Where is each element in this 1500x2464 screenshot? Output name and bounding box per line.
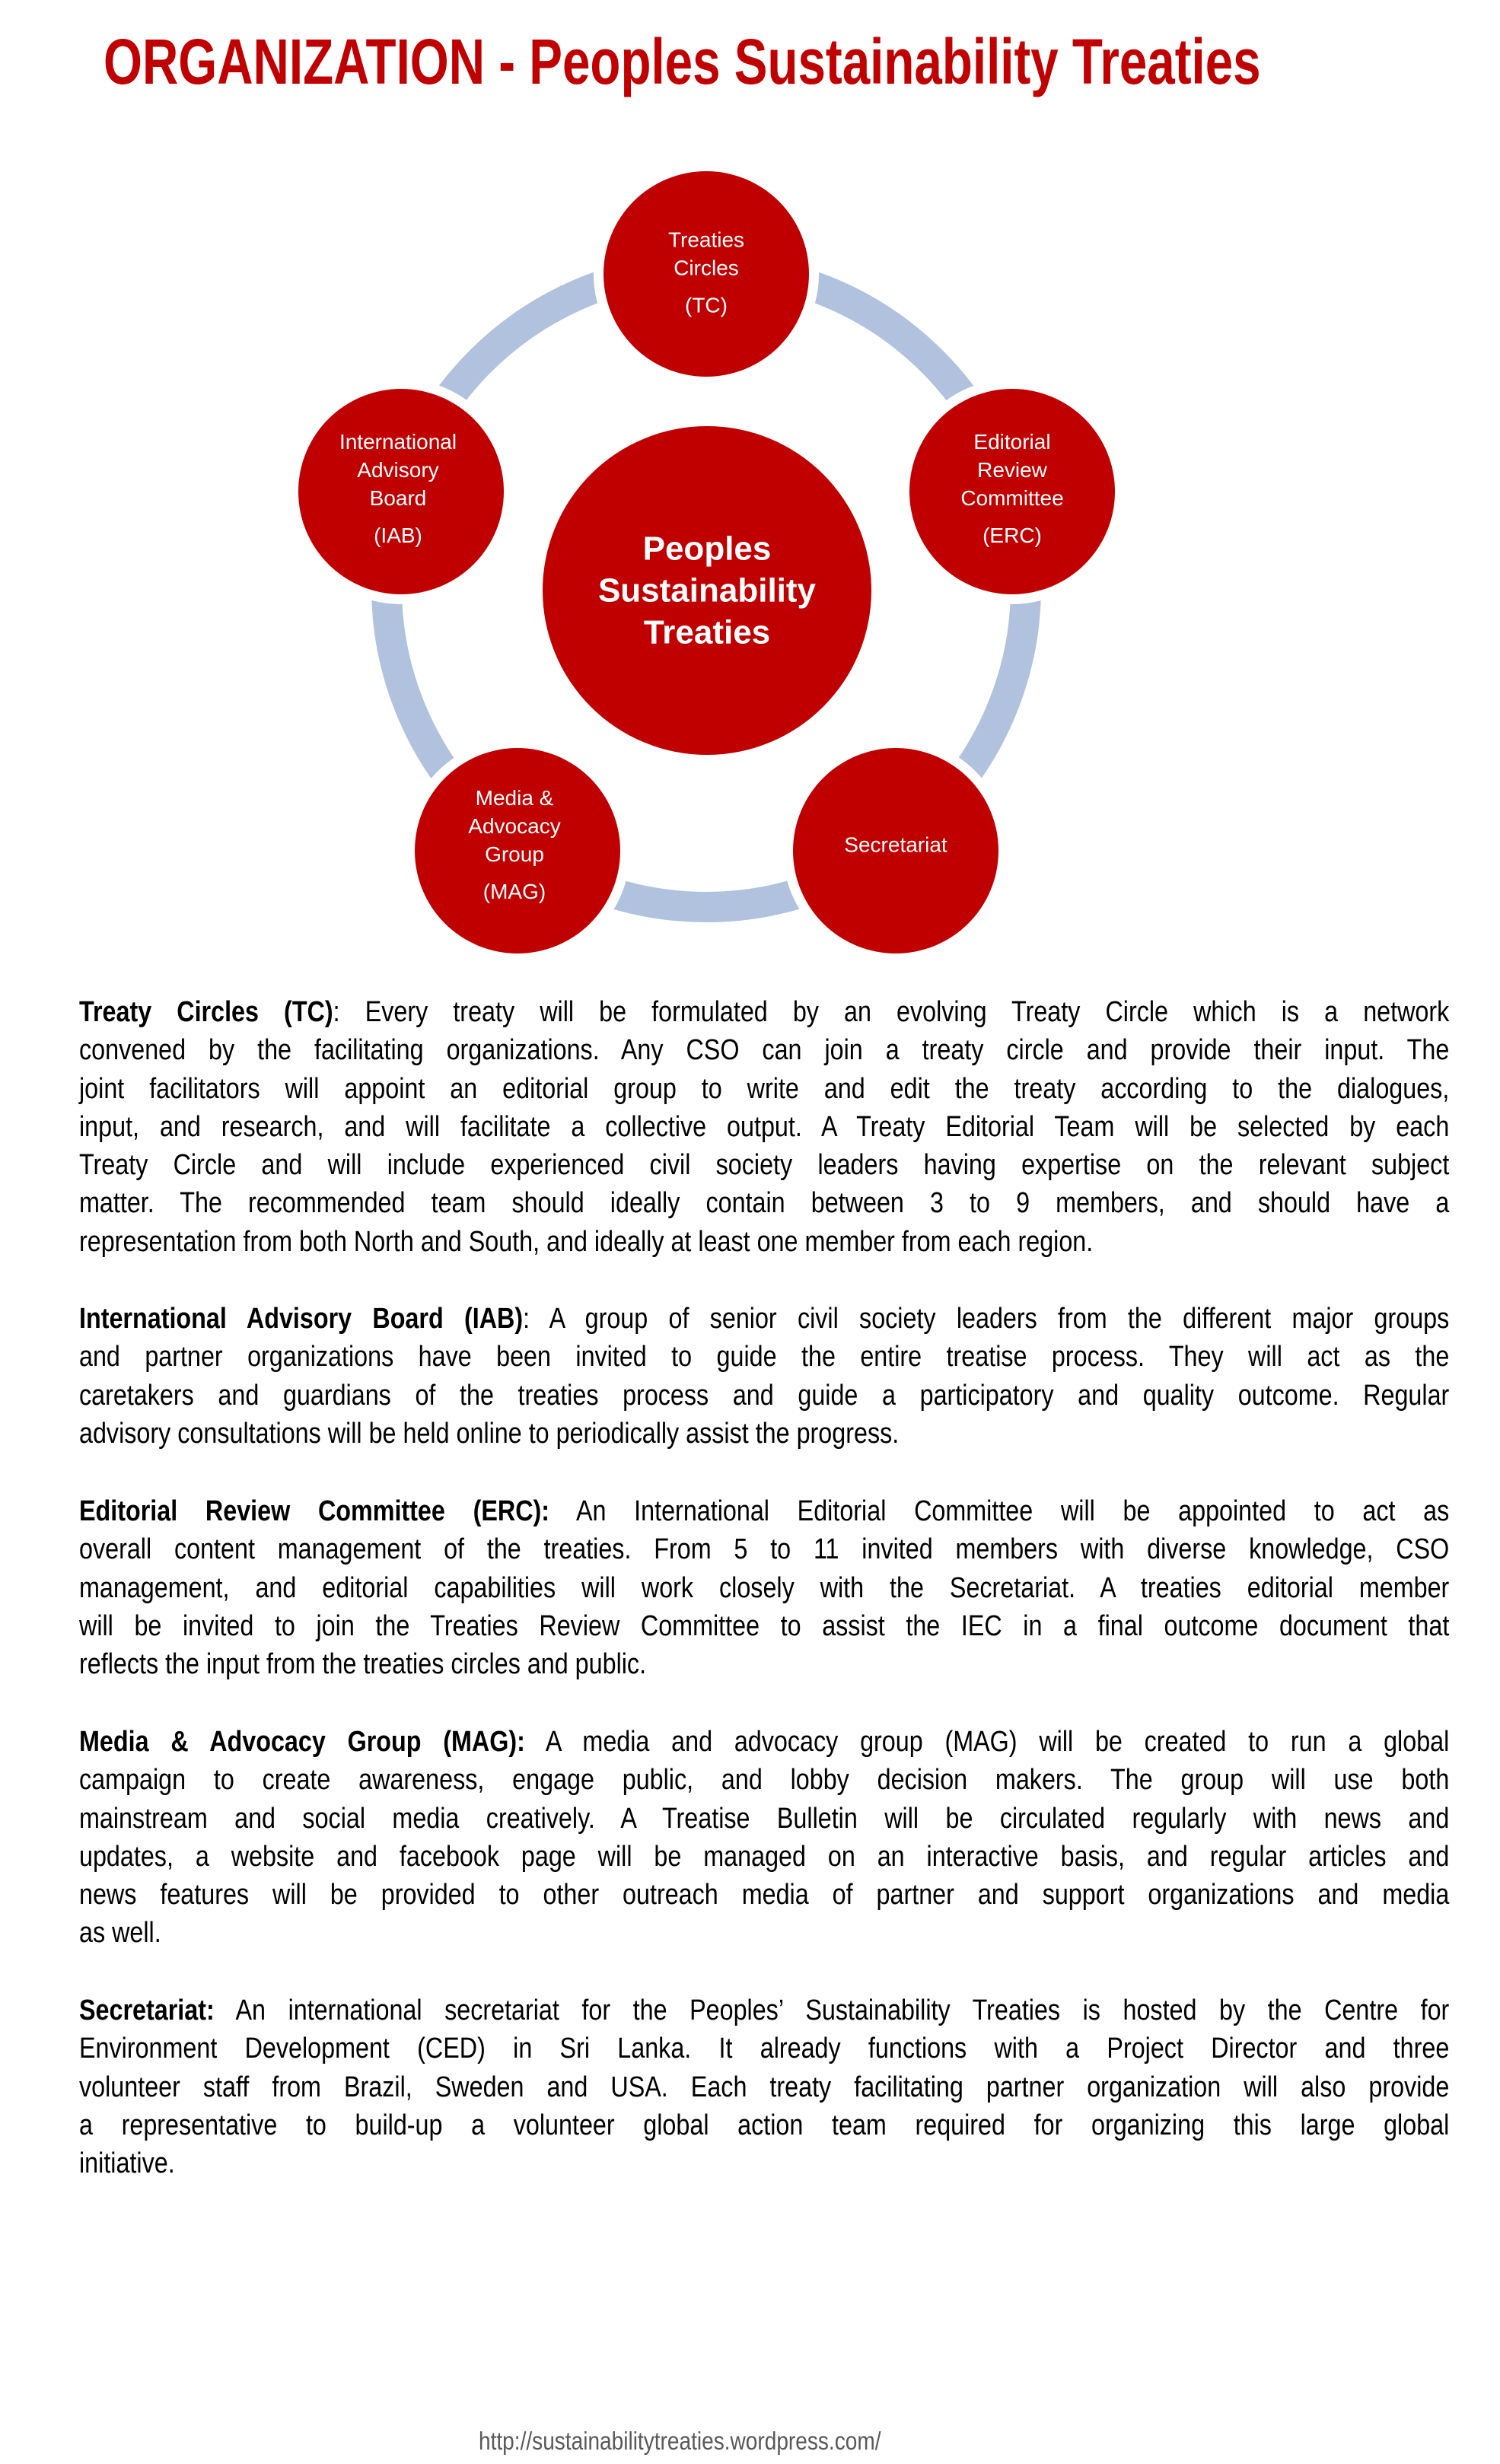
paragraph-line — [79, 1492, 1449, 1530]
section-heading: International Advisory Board (IAB) — [79, 1303, 524, 1335]
secretariat-label-line: Secretariat — [844, 832, 947, 857]
paragraph-line: news features will be provided to other outreach media of partner and support organizations and media — [79, 1879, 1450, 1912]
tc-node-label — [668, 226, 744, 320]
paragraph-text: A media and advocacy group (MAG) will be created to run a global — [524, 1726, 1450, 1758]
cycle-diagram-graphic — [0, 0, 1500, 989]
paragraph-line: advisory consultations will be held online to periodically assist the progress. — [79, 1417, 900, 1450]
section-heading: Media & Advocacy Group (MAG): — [79, 1726, 525, 1758]
section-media-advocacy-group — [79, 1723, 1449, 1953]
paragraph-line: management, and editorial capabilities will work closely with the Secretariat. A treaties editorial member — [79, 1571, 1450, 1604]
erc-label-abbr: (ERC) — [982, 524, 1042, 547]
section-heading: Treaty Circles (TC) — [79, 996, 333, 1028]
paragraph-line: Environment Development (CED) in Sri Lanka. It already functions with a Project Director and three — [79, 2033, 1450, 2065]
paragraph-line: a representative to build-up a volunteer global action team required for organizing this large global — [79, 2109, 1450, 2141]
paragraph-line — [79, 1723, 1449, 1761]
iab-label-line: Board — [369, 486, 427, 510]
center-node-label — [598, 528, 816, 654]
center-label-line: Peoples — [642, 530, 772, 568]
paragraph-line — [79, 993, 1449, 1031]
footer-url[interactable]: http://sustainabilitytreaties.wordpress.com/ — [479, 2427, 881, 2455]
paragraph-line: representation from both North and South, and ideally at least one member from each region. — [79, 1225, 1094, 1258]
mag-node-label — [468, 784, 560, 906]
iab-label-abbr: (IAB) — [374, 524, 422, 547]
paragraph-line: initiative. — [79, 2147, 175, 2180]
paragraph-line: matter. The recommended team should ideally contain between 3 to 9 members, and should have a — [79, 1187, 1450, 1220]
paragraph-line — [79, 1300, 1449, 1338]
paragraph-line: campaign to create awareness, engage public, and lobby decision makers. The group will use both — [79, 1764, 1450, 1797]
paragraph-line: reflects the input from the treaties circles and public. — [79, 1648, 647, 1681]
tc-label-line: Circles — [674, 256, 739, 280]
iab-node-label — [339, 428, 457, 549]
erc-label-line: Review — [977, 458, 1047, 482]
paragraph-line: convened by the facilitating organizations. Any CSO can join a treaty circle and provide their input. The — [79, 1034, 1450, 1067]
secretariat-node-label — [844, 831, 947, 859]
paragraph-text: An international secretariat for the Peoples’ Sustainability Treaties is hosted by the Centre for — [214, 1994, 1450, 2026]
iab-label-line: International — [339, 430, 457, 454]
paragraph-text: : A group of senior civil society leaders from the different major groups — [523, 1303, 1450, 1335]
paragraph-line — [79, 1991, 1449, 2029]
page-title: ORGANIZATION - Peoples Sustainability Treaties — [104, 26, 1261, 97]
paragraph-line: input, and research, and will facilitate a collective output. A Treaty Editorial Team will be selected by each — [79, 1110, 1450, 1143]
iab-label-line: Advisory — [357, 458, 439, 482]
paragraph-text: An International Editorial Committee will be appointed to act as — [549, 1495, 1450, 1527]
paragraph-line: Treaty Circle and will include experienced civil society leaders having expertise on the relevant subject — [79, 1149, 1450, 1182]
tc-label-abbr: (TC) — [685, 293, 728, 317]
mag-label-abbr: (MAG) — [482, 880, 546, 903]
paragraph-line: volunteer staff from Brazil, Sweden and USA. Each treaty facilitating partner organization will also provide — [79, 2071, 1450, 2103]
paragraph-text: : Every treaty will be formulated by an evolving Treaty Circle which is a network — [333, 996, 1450, 1028]
paragraph-line: overall content management of the treaties. From 5 to 11 invited members with diverse knowledge, CSO — [79, 1533, 1450, 1566]
paragraph-line: as well. — [79, 1917, 161, 1950]
paragraph-line: will be invited to join the Treaties Review Committee to assist the IEC in a final outcome document that — [79, 1609, 1450, 1642]
center-label-line: Treaties — [643, 613, 771, 651]
erc-label-line: Editorial — [973, 430, 1051, 454]
mag-label-line: Advocacy — [468, 814, 561, 838]
center-label-line: Sustainability — [597, 571, 817, 610]
paragraph-line: mainstream and social media creatively. A Treatise Bulletin will be circulated regularly with news and — [79, 1802, 1450, 1835]
mag-label-line: Group — [485, 842, 544, 866]
section-heading: Secretariat: — [79, 1994, 215, 2026]
erc-node-label — [960, 428, 1063, 549]
section-editorial-review-committee — [79, 1492, 1449, 1683]
mag-label-line: Media & — [475, 786, 554, 810]
paragraph-line: updates, a website and facebook page will be managed on an interactive basis, and regular articles and — [79, 1840, 1450, 1873]
paragraph-line: and partner organizations have been invited to guide the entire treatise process. They will act as the — [79, 1341, 1450, 1374]
section-international-advisory-board — [79, 1300, 1449, 1453]
section-treaty-circles — [79, 993, 1449, 1261]
section-secretariat — [79, 1991, 1449, 2182]
tc-label-line: Treaties — [667, 228, 745, 252]
organization-diagram — [0, 0, 1500, 989]
section-heading: Editorial Review Committee (ERC): — [79, 1495, 550, 1527]
erc-label-line: Committee — [960, 486, 1064, 510]
paragraph-line: caretakers and guardians of the treaties process and guide a participatory and quality outcome. Regular — [79, 1379, 1450, 1412]
paragraph-line: joint facilitators will appoint an editorial group to write and edit the treaty according to the dialogues, — [79, 1072, 1450, 1105]
